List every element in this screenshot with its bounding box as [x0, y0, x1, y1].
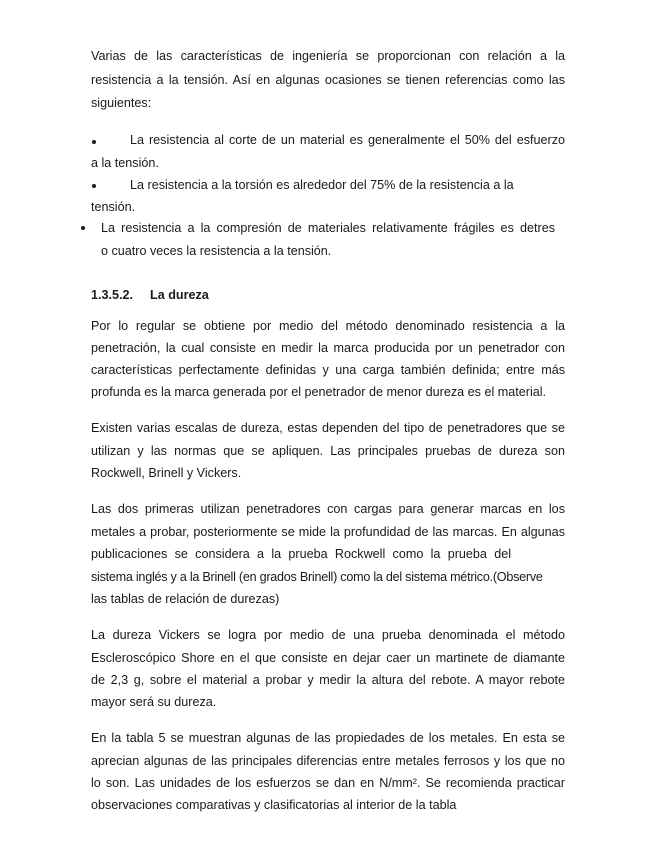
- paragraph-line: La dureza Vickers se logra por medio de una prueba denominada el método: [91, 628, 565, 642]
- intro-line: resistencia a la tensión. Así en algunas ocasiones se tienen referencias como las: [91, 73, 565, 87]
- paragraph-line: Las dos primeras utilizan penetradores con cargas para generar marcas en los: [91, 502, 565, 516]
- paragraph-line: En la tabla 5 se muestran algunas de las propiedades de los metales. En esta se: [91, 731, 565, 745]
- paragraph-line: características perfectamente definidas y una carga también definida; entre más: [91, 363, 565, 377]
- bullet-item-line: La resistencia al corte de un material es generalmente el 50% del esfuerzo: [130, 133, 565, 147]
- bullet-icon: [81, 226, 85, 230]
- paragraph-line: observaciones comparativas y clasificatorias al interior de la tabla: [91, 798, 457, 812]
- paragraph-line: aprecian algunas de las principales diferencias entre metales ferrosos y los que no: [91, 754, 565, 768]
- paragraph-line: mayor será su dureza.: [91, 695, 217, 709]
- paragraph-line: metales a probar, posteriormente se mide la profundidad de las marcas. En algunas: [91, 525, 565, 539]
- paragraph-line: profunda es la marca generada por el penetrador de menor dureza es el material.: [91, 385, 547, 399]
- bullet-item-line: a la tensión.: [91, 156, 159, 170]
- paragraph-line: Por lo regular se obtiene por medio del método denominado resistencia a la: [91, 319, 565, 333]
- paragraph-line: de 2,3 g, sobre el material a probar y medir la altura del rebote. A mayor rebote: [91, 673, 565, 687]
- paragraph-line: Existen varias escalas de dureza, estas dependen del tipo de penetradores que se: [91, 421, 565, 435]
- paragraph-line: las tablas de relación de durezas): [91, 592, 280, 606]
- paragraph-line: publicaciones se considera a la prueba Rockwell como la prueba del: [91, 547, 511, 561]
- paragraph-line: utilizan y las normas que se apliquen. Las principales pruebas de dureza son: [91, 444, 565, 458]
- paragraph-line: Rockwell, Brinell y Vickers.: [91, 466, 242, 480]
- bullet-icon: [92, 184, 96, 188]
- section-number: 1.3.5.2.: [91, 288, 134, 302]
- intro-line: Varias de las características de ingeniería se proporcionan con relación a la: [91, 49, 565, 63]
- bullet-item-line: La resistencia a la compresión de materiales relativamente frágiles es detres: [101, 221, 555, 235]
- paragraph-line: penetración, la cual consiste en medir la marca producida por un penetrador con: [91, 341, 565, 355]
- paragraph-line: lo son. Las unidades de los esfuerzos se dan en N/mm². Se recomienda practicar: [91, 776, 565, 790]
- bullet-item-line: o cuatro veces la resistencia a la tensión.: [101, 244, 332, 258]
- bullet-item-line: La resistencia a la torsión es alrededor del 75% de la resistencia a la: [130, 178, 514, 192]
- bullet-item-line: tensión.: [91, 200, 136, 214]
- section-title: La dureza: [150, 288, 209, 302]
- paragraph-line: Escleroscópico Shore en el que consiste en dejar caer un martinete de diamante: [91, 651, 565, 665]
- intro-line: siguientes:: [91, 96, 152, 110]
- paragraph-line: sistema inglés y a la Brinell (en grados Brinell) como la del sistema métrico.(Observe: [91, 570, 543, 584]
- bullet-icon: [92, 140, 96, 144]
